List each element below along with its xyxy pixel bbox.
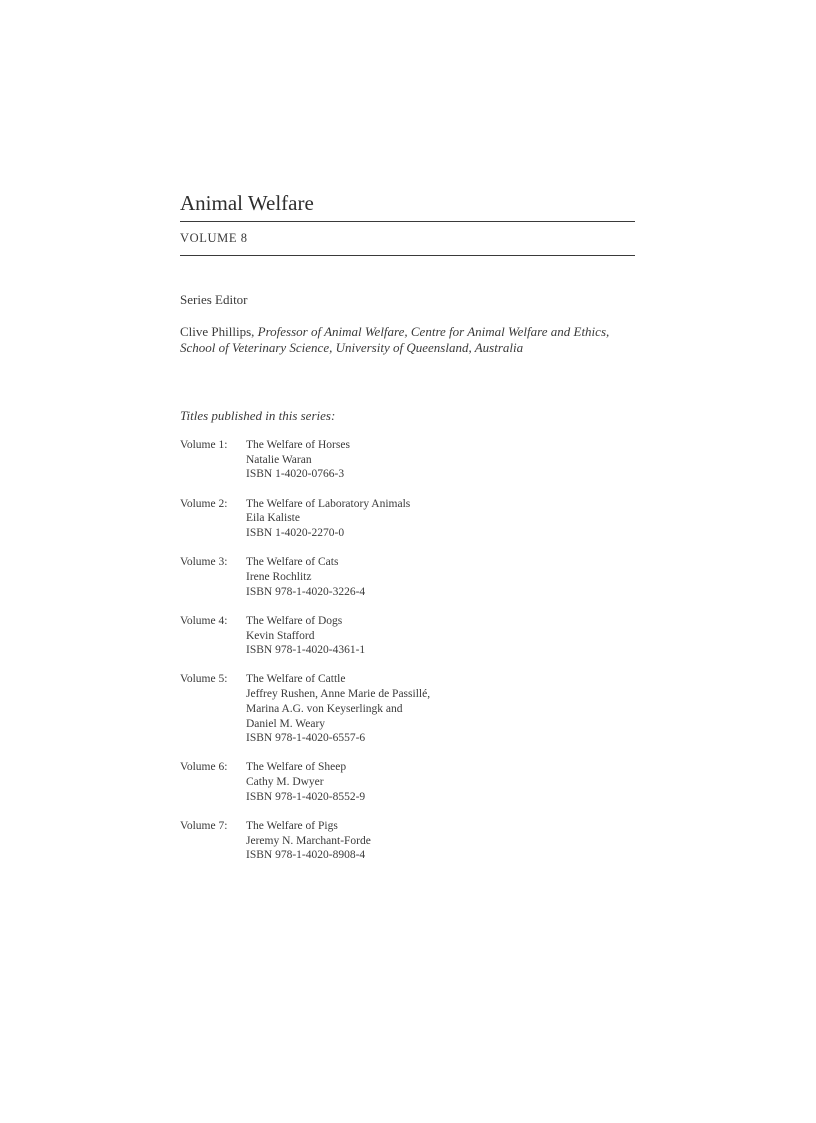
volume-author: Jeffrey Rushen, Anne Marie de Passillé, [246, 688, 431, 701]
volume-author: Daniel M. Weary [246, 717, 326, 730]
volume-entry [180, 672, 635, 746]
volume-author: Kevin Stafford [246, 629, 315, 642]
titles-heading: Titles published in this series: [180, 408, 336, 423]
volume-list [180, 438, 635, 863]
series-page [180, 190, 635, 878]
volume-rule [180, 255, 635, 256]
volume-number: Volume 5: [180, 673, 228, 686]
volume-number: Volume 2: [180, 497, 228, 510]
volume-isbn: ISBN 978-1-4020-3226-4 [246, 585, 366, 598]
volume-entry [180, 497, 635, 541]
volume-isbn: ISBN 978-1-4020-6557-6 [246, 732, 366, 745]
volume-number: Volume 4: [180, 614, 228, 627]
volume-author: Jeremy N. Marchant-Forde [246, 834, 371, 847]
volume-title: The Welfare of Pigs [246, 820, 338, 833]
volume-title: The Welfare of Cattle [246, 673, 346, 686]
volume-title: The Welfare of Dogs [246, 614, 343, 627]
volume-details [246, 760, 635, 804]
editor-affiliation-line1: Professor of Animal Welfare, Centre for Animal Welfare and Ethics, [257, 324, 610, 339]
volume-number: Volume 3: [180, 556, 228, 569]
volume-author: Marina A.G. von Keyserlingk and [246, 702, 403, 715]
editor-name: Clive Phillips, [180, 324, 255, 339]
volume-number: Volume 6: [180, 761, 228, 774]
volume-author: Cathy M. Dwyer [246, 776, 324, 789]
volume-entry [180, 614, 635, 658]
title-rule [180, 221, 635, 222]
series-editor-info [180, 324, 635, 356]
volume-author: Natalie Waran [246, 453, 312, 466]
volume-title: The Welfare of Laboratory Animals [246, 497, 411, 510]
volume-number: Volume 7: [180, 820, 228, 833]
series-editor-heading: Series Editor [180, 292, 248, 307]
volume-entry [180, 555, 635, 599]
volume-title: The Welfare of Sheep [246, 761, 347, 774]
volume-details [246, 438, 635, 482]
series-title: Animal Welfare [180, 191, 314, 215]
volume-isbn: ISBN 978-1-4020-8552-9 [246, 790, 366, 803]
volume-isbn: ISBN 1-4020-2270-0 [246, 527, 345, 540]
volume-details [246, 819, 635, 863]
volume-isbn: ISBN 978-1-4020-4361-1 [246, 644, 366, 657]
volume-details [246, 672, 635, 746]
volume-entry [180, 819, 635, 863]
volume-title: The Welfare of Cats [246, 556, 339, 569]
volume-details [246, 614, 635, 658]
volume-title: The Welfare of Horses [246, 439, 350, 451]
editor-affiliation-line2: School of Veterinary Science, University of Queensland, Australia [180, 340, 524, 355]
volume-author: Eila Kaliste [246, 512, 300, 525]
volume-isbn: ISBN 1-4020-0766-3 [246, 468, 345, 481]
volume-author: Irene Rochlitz [246, 570, 312, 583]
volume-details [246, 497, 635, 541]
volume-label: VOLUME 8 [180, 231, 248, 245]
volume-isbn: ISBN 978-1-4020-8908-4 [246, 849, 366, 862]
volume-details [246, 555, 635, 599]
volume-number: Volume 1: [180, 439, 228, 451]
volume-entry [180, 438, 635, 482]
volume-entry [180, 760, 635, 804]
